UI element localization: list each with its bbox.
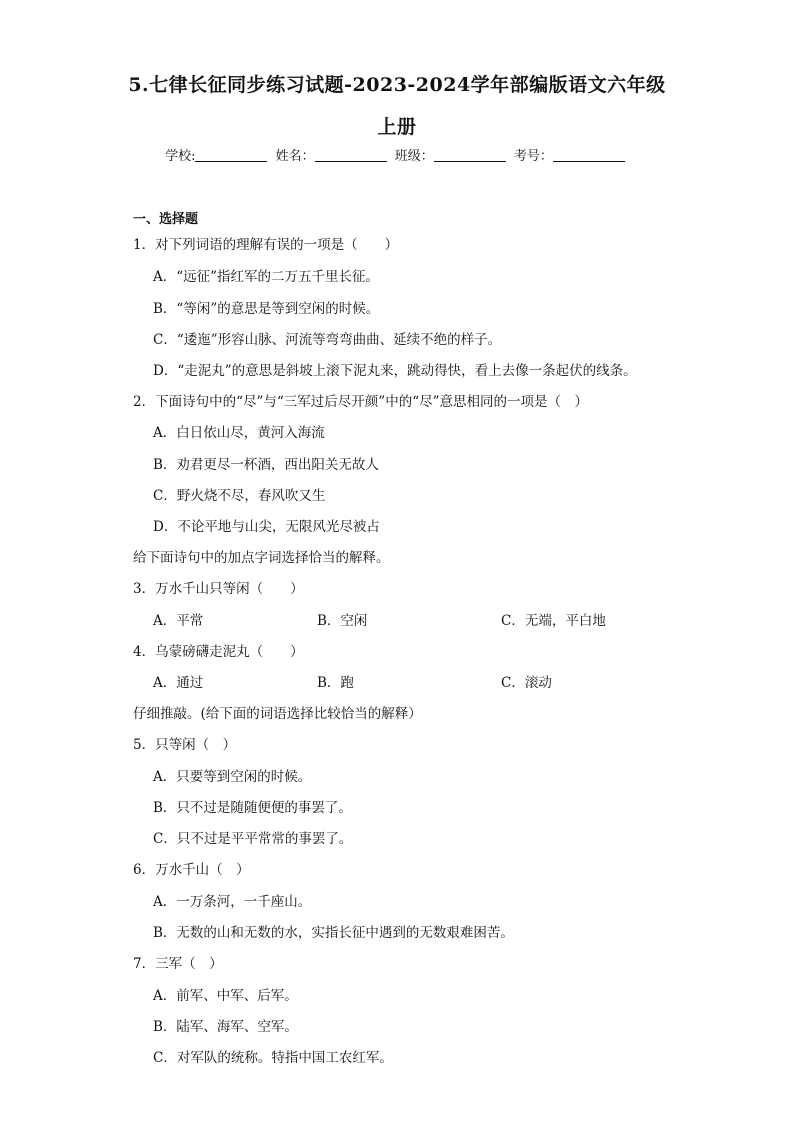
q5-option-a: A．只要等到空闲的时候。 — [153, 769, 312, 785]
q2-option-d: D．不论平地与山尖，无限风光尽被占 — [153, 519, 380, 535]
q2-option-c: C．野火烧不尽，春风吹又生 — [153, 488, 326, 504]
q5-option-c: C．只不过是平平常常的事罢了。 — [153, 831, 353, 847]
school-label: 学校: — [165, 149, 196, 164]
q1-option-c: C．“逶迤”形容山脉、河流等弯弯曲曲、延续不绝的样子。 — [153, 332, 502, 348]
question-4: 4．乌蒙磅礴走泥丸（ ） — [133, 644, 304, 660]
question-2: 2．下面诗句中的“尽”与“三军过后尽开颜”中的“尽”意思相同的一项是（ ） — [133, 394, 588, 410]
instruction-1: 给下面诗句中的加点字词选择恰当的解释。 — [133, 550, 390, 566]
q3-option-a: A．平常 — [153, 613, 204, 629]
q5-option-b: B．只不过是随随便便的事罢了。 — [153, 800, 352, 816]
q1-option-b: B．“等闲”的意思是等到空闲的时候。 — [153, 301, 380, 317]
q1-option-a: A．“远征”指红军的二万五千里长征。 — [153, 269, 380, 285]
instruction-2: 仔细推敲。(给下面的词语选择比较恰当的解释） — [133, 706, 422, 722]
q4-option-c: C．滚动 — [501, 675, 552, 691]
exam-number-blank[interactable] — [553, 148, 625, 162]
q1-option-d: D．“走泥丸”的意思是斜坡上滚下泥丸来，跳动得快，看上去像一条起伏的线条。 — [153, 363, 637, 379]
name-label: 姓名： — [275, 149, 315, 164]
q4-option-b: B．跑 — [317, 675, 354, 691]
page-title: 5.七律长征同步练习试题-2023-2024学年部编版语文六年级 — [128, 74, 666, 96]
q3-option-c: C．无端，平白地 — [501, 613, 606, 629]
question-5: 5．只等闲（ ） — [133, 737, 237, 753]
q6-option-a: A．一万条河，一千座山。 — [153, 894, 312, 910]
q4-option-a: A．通过 — [153, 675, 204, 691]
q2-option-b: B．劝君更尽一杯酒，西出阳关无故人 — [153, 457, 379, 473]
page-title-continued: 上册 — [377, 116, 417, 138]
question-1: 1．对下列词语的理解有误的一项是（ ） — [133, 237, 399, 253]
question-6: 6．万水千山（ ） — [133, 862, 250, 878]
q3-option-b: B．空闲 — [317, 613, 368, 629]
student-info-fields — [0, 145, 794, 164]
q7-option-b: B．陆军、海军、空军。 — [153, 1019, 298, 1035]
question-7: 7．三军（ ） — [133, 956, 223, 972]
q7-option-a: A．前军、中军、后军。 — [153, 988, 298, 1004]
question-3: 3．万水千山只等闲（ ） — [133, 581, 304, 597]
school-blank[interactable] — [195, 148, 267, 162]
exam-number-label: 考号： — [513, 149, 553, 164]
q6-option-b: B．无数的山和无数的水，实指长征中遇到的无数艰难困苦。 — [153, 925, 514, 941]
section-heading: 一、选择题 — [133, 212, 199, 227]
q2-option-a: A．白日依山尽，黄河入海流 — [153, 425, 325, 441]
q7-option-c: C．对军队的统称。特指中国工农红军。 — [153, 1050, 393, 1066]
name-blank[interactable] — [315, 148, 387, 162]
class-blank[interactable] — [434, 148, 506, 162]
class-label: 班级： — [394, 149, 434, 164]
